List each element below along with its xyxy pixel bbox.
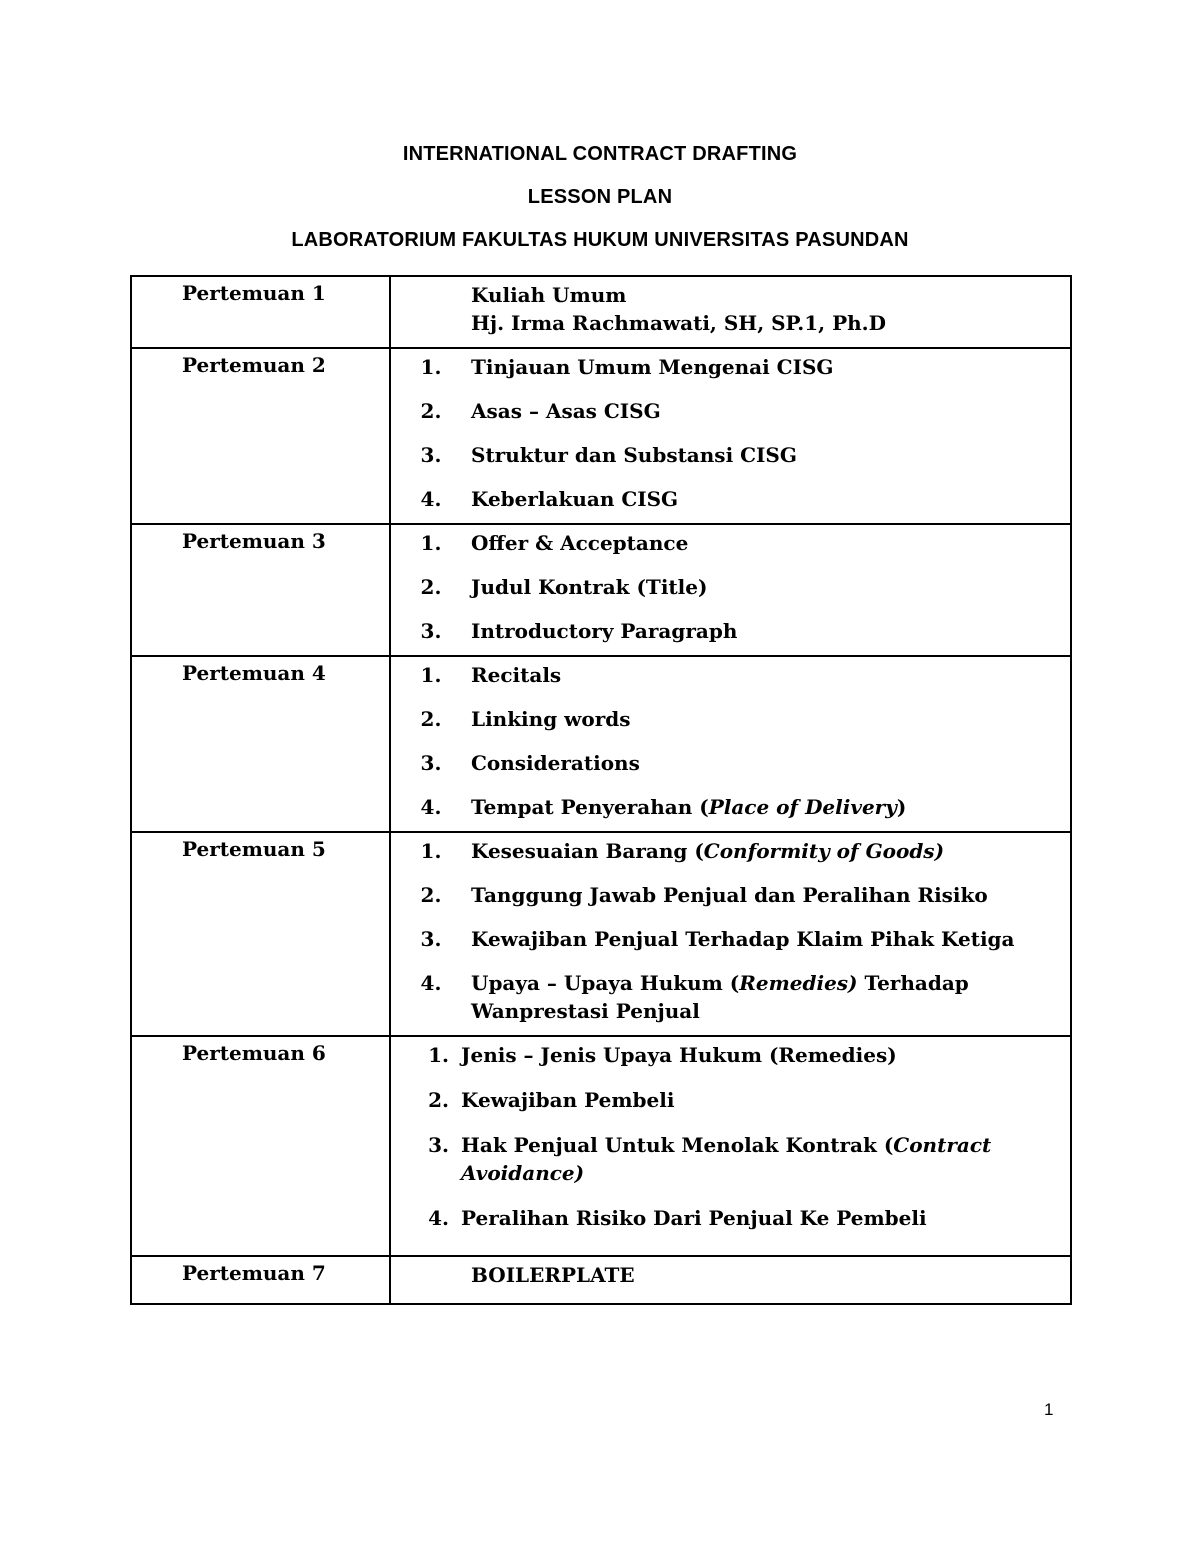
list-item: 2. Tanggung Jawab Penjual dan Peralihan Risiko (420, 883, 988, 907)
session-label: Pertemuan 4 (131, 656, 390, 832)
session-row-5 (131, 832, 1071, 1036)
list-item: 1. Tinjauan Umum Mengenai CISG (420, 355, 834, 379)
session-label: Pertemuan 1 (131, 276, 390, 348)
list-item: 3. Hak Penjual Untuk Menolak Kontrak (Contract Avoidance) (428, 1133, 992, 1185)
topic-line: BOILERPLATE (471, 1263, 635, 1287)
list-item: 4. Tempat Penyerahan (Place of Delivery) (420, 795, 907, 819)
list-item: 2. Asas – Asas CISG (420, 399, 661, 423)
session-topics (390, 832, 1071, 1036)
list-item: 2. Judul Kontrak (Title) (420, 575, 708, 599)
list-item: 3. Kewajiban Penjual Terhadap Klaim Pihak Ketiga (420, 927, 1015, 951)
list-item: 3. Considerations (420, 751, 640, 775)
session-row-1 (131, 276, 1071, 348)
topic-line: Kuliah Umum (471, 283, 627, 307)
institution-name: LABORATORIUM FAKULTAS HUKUM UNIVERSITAS PASUNDAN (291, 229, 909, 251)
session-topics (390, 1036, 1071, 1256)
session-topics (390, 276, 1071, 348)
list-item: 3. Introductory Paragraph (420, 619, 738, 643)
session-row-6 (131, 1036, 1071, 1256)
list-item: 4. Peralihan Risiko Dari Penjual Ke Pembeli (428, 1206, 927, 1230)
session-label: Pertemuan 5 (131, 832, 390, 1036)
session-label: Pertemuan 3 (131, 524, 390, 656)
list-item: 1. Recitals (420, 663, 562, 687)
session-topics (390, 1256, 1071, 1304)
session-label: Pertemuan 6 (131, 1036, 390, 1256)
session-label: Pertemuan 2 (131, 348, 390, 524)
list-item: 4. Keberlakuan CISG (420, 487, 679, 511)
document-subtitle: LESSON PLAN (527, 186, 673, 208)
list-item: 2. Kewajiban Pembeli (428, 1088, 675, 1112)
list-item: 1. Kesesuaian Barang (Conformity of Goods) (420, 839, 945, 863)
lesson-plan-table (130, 275, 1072, 1305)
session-row-4 (131, 656, 1071, 832)
lecturer-line: Hj. Irma Rachmawati, SH, SP.1, Ph.D (471, 311, 886, 335)
session-topics (390, 524, 1071, 656)
session-row-2 (131, 348, 1071, 524)
session-label: Pertemuan 7 (131, 1256, 390, 1304)
list-item: 1. Offer & Acceptance (420, 531, 689, 555)
page-number: 1 (1044, 1400, 1054, 1419)
session-topics (390, 348, 1071, 524)
list-item: 1. Jenis – Jenis Upaya Hukum (Remedies) (428, 1043, 897, 1067)
session-topics (390, 656, 1071, 832)
list-item: 3. Struktur dan Substansi CISG (420, 443, 797, 467)
session-row-7 (131, 1256, 1071, 1304)
list-item: 2. Linking words (420, 707, 631, 731)
session-row-3 (131, 524, 1071, 656)
list-item: 4. Upaya – Upaya Hukum (Remedies) Terhadap Wanprestasi Penjual (420, 971, 969, 1023)
document-title: INTERNATIONAL CONTRACT DRAFTING (402, 143, 798, 165)
